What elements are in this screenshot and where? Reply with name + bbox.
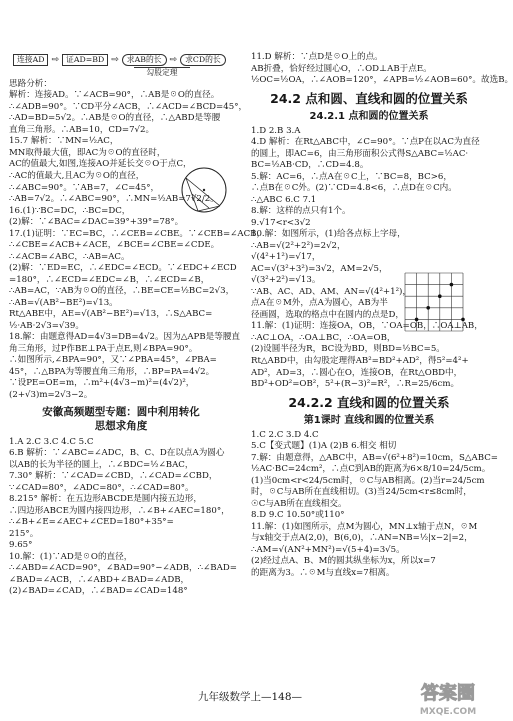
answer-line: 直角三角形。∴AB=10，CD=7√2。 <box>9 124 155 135</box>
answer-line: 17.(1)证明：∵EC=BC，∴∠CEB=∠CBE。∵∠CEB=∠ACB， <box>9 228 266 239</box>
answer-line: (2)解：∵∠BAC=∠DAC=39°+39°=78°。 <box>9 217 184 228</box>
answer-line: AC的值最大,如图,连接AO并延长交☉O于点C， <box>9 159 192 170</box>
answer-line: 5.解：AC=6，∴点A在☉C上，∵BC=8，BC>6， <box>251 171 452 182</box>
answer-line: ∴AC的值最大,且AC为☉O的直径， <box>9 171 145 181</box>
answer-line: 7.解：由题意得，△ABC中，AB=√(6²+8²)=10cm，S△ABC= <box>251 452 498 463</box>
answer-line: ∴AB=√(AB²−BE²)=√13。 <box>9 297 118 308</box>
answer-line: ∴∠ACB=∠ABC，∴AB=AC。 <box>9 251 130 262</box>
answer-line: AC=√(3²+3²)=3√2，AM=2√5， <box>251 263 388 274</box>
answer-line: ∴AB=7√2。∴∠ABC=90°，∴MN=½AB=7√2/2。 <box>9 194 219 205</box>
answer-line: (2+√3)m=2√3−2。 <box>9 389 93 400</box>
answer-line: 1.A 2.C 3.C 4.C 5.C <box>9 436 94 447</box>
answer-line: ∴如图所示,∠BPA=90°，又∵∠PBA=45°，∠PBA= <box>9 355 217 366</box>
answer-line: ∵AB、AC、AD、AM、AN=√(4²+1²)， <box>251 286 411 297</box>
answer-line: ½·AB·2√3=√39。 <box>9 320 84 331</box>
answer-line: ∴∠ABD=∠ACD=90°，∠BAD=90°−∠ADB，∴∠BAD= <box>9 563 237 574</box>
flow-step-3: 求AB的长 <box>122 54 167 66</box>
answer-line: 点A在☉M外，点A为圆心，AB为半 <box>251 298 388 309</box>
section-heading-24-2-2: 24.2.2 直线和圆的位置关系 <box>288 394 450 410</box>
answer-line: ½OC=½OA，∴∠AOB=120°，∠APB=½∠AOB=60°。故选B。 <box>251 75 513 86</box>
answer-line: 8.D 9.C 10.50°或110° <box>251 510 345 521</box>
answer-line: √(4²+1²)=√17， <box>251 252 321 263</box>
answer-line: 的圆上，即AC=6，由三角形面积公式得S△ABC=½AC· <box>251 148 469 159</box>
answer-line: ∴点B在☉C外。(2)∵CD=4.8<6，∴点D在☉C内。 <box>251 183 457 194</box>
topic-title <box>9 405 233 433</box>
answer-line: =180°，∴∠ECD=∠EDC=∠B，∴∠ECD=∠B， <box>9 274 210 285</box>
answer-line: MN取得最大值，即AC为☉O的直径时， <box>9 147 166 158</box>
answer-line: (2)经过点A、B、M的圆其纵坐标为x，所以x=7 <box>251 556 436 567</box>
answer-line: 9.√17<r<3√2 <box>251 217 311 228</box>
flow-step-1: 连接AD <box>13 54 48 66</box>
answer-line: ∴∠B+∠E=∠AEC+∠CED=180°+35°= <box>9 517 174 528</box>
answer-line: 思路分析： <box>9 78 52 89</box>
answer-line: 16.(1)∵BC=DC，∴BC=DC， <box>9 205 131 216</box>
answer-line: 18.解：由题意得AD=4√3=DB=4√2。因为△APB是等腰直 <box>9 332 241 343</box>
answer-line: 8.解：这样的点只有1个。 <box>251 206 351 217</box>
answer-line: 时，☉C与AB所在直线相切。(3)当24/5cm<r≤8cm时， <box>251 487 472 498</box>
answer-line: BC=½AB·CD，∴CD=4.8。 <box>251 160 369 171</box>
answer-line: BD²+OD²=OB²，5²+(R−3)²=R²，∴R=25/6cm。 <box>251 379 460 390</box>
flow-arrow-icon: ⇨ <box>111 55 119 66</box>
answer-line: 11.解：(1)证明：连接OA，OB，∵OA=OB，∴OA⊥AB， <box>251 321 483 332</box>
right-answers-c <box>251 429 498 580</box>
answer-line: 6.B 解析：∵∠ABC=∠ADC，B、C、D在以点A为圆心 <box>9 448 225 459</box>
answer-line: 7.30° 解析：∵∠CAD=∠CBD，∴∠CAD=∠CBD， <box>9 471 218 482</box>
answer-line: 径画圆，选取的格点中在圆内的点是D， <box>251 309 404 320</box>
answer-line: 8.215° 解析：在五边形ABCDE是圆内接五边形， <box>9 494 202 505</box>
answer-line: 11.D 解析：∵点D是☉O上的点。 <box>251 52 383 62</box>
left-answers-b <box>9 436 237 598</box>
answer-line: 1.D 2.B 3.A <box>251 125 301 136</box>
answer-line: ∴AD=BD=5√2。∴AB是☉O的直径，∴△ABD是等腰 <box>9 113 221 124</box>
answer-line: ∴∠CBE=∠ACB+∠ACE，∠BCE=∠CBE=∠CDE。 <box>9 240 220 251</box>
page-footer: 九年级数学上—148— <box>197 691 303 703</box>
answer-line: 与x轴交于点A(2,0)，B(6,0)，∴AN=NB=½|x−2|=2， <box>251 533 473 544</box>
watermark-text: 答案圈 <box>421 683 475 704</box>
flow-step-2: 证AD=BD <box>62 54 108 66</box>
answer-line: 的距离为3。∴☉M与直线x=7相离。 <box>251 567 395 578</box>
answer-line: 11.解：(1)如图所示，点M为圆心，MN⊥x轴于点N，☉M <box>251 521 478 532</box>
grid-figure <box>403 271 465 333</box>
flow-note: 勾股定理 <box>134 67 190 78</box>
thinking-flowchart <box>13 54 233 66</box>
answer-line: 以AB的长为半径的圆上，∴∠BDC=½∠BAC， <box>9 459 194 470</box>
answer-line: (1)当0cm<r<24/5cm时，☉C与AB相离。(2)当r=24/5cm <box>251 475 485 486</box>
answer-line: AB折叠，恰好经过圆心O，∴OD⊥AB于点E。 <box>251 63 432 74</box>
answer-line: ½AC·BC=24cm²，∴点C到AB的距离为6×8/10=24/5cm。 <box>251 464 491 475</box>
answer-line: 4.D 解析：在Rt△ABC中，∠C=90°。∵点P在以AC为直径 <box>251 137 480 148</box>
left-answers-a <box>9 78 266 401</box>
answer-line: 角三角形，过P作BE⊥PA于点E,则∠BPA=90°。 <box>9 343 198 354</box>
answer-line: (2)解：∵ED=EC，∴∠EDC=∠ECD。∵∠EDC+∠ECD <box>9 263 237 274</box>
section-heading-24-2: 24.2 点和圆、直线和圆的位置关系 <box>270 90 468 106</box>
flow-arrow-icon: ⇨ <box>169 55 178 66</box>
right-answers-b <box>251 126 487 391</box>
flow-arrow-icon: ⇨ <box>51 55 60 66</box>
left-column <box>9 52 266 598</box>
answer-line: 10.解：(1)∵AD是☉O的直径， <box>9 551 133 562</box>
topic-title-line-2: 思想求角度 <box>94 420 148 433</box>
lesson-heading-1: 第1课时 直线和圆的位置关系 <box>303 415 435 427</box>
topic-title-line-1: 安徽高频题型专题：圆中利用转化 <box>42 406 200 419</box>
answer-line: 10.解：如图所示，(1)给各点标上字母， <box>251 229 406 240</box>
answer-line: ☉C与AB所在直线相交。 <box>251 498 347 509</box>
answer-line: ∴AC⊥OA，∴OA⊥BC，∴OA=OB， <box>251 332 396 343</box>
answer-line: AD²，AD=3，∴圆心在O，连接OB，在Rt△OBD中， <box>251 367 463 378</box>
watermark-subtext: MXQE.COM <box>419 707 477 717</box>
answer-line: 1.C 2.C 3.D 4.C <box>251 429 319 440</box>
answer-line: ∵∠CAD=80°，∠ADC=80°，∴∠CAD=80°。 <box>9 482 194 493</box>
right-answers-a <box>251 52 513 87</box>
answer-line: 45°，∴△BPA为等腰直角三角形，∴BP=PA=4√2。 <box>9 366 215 377</box>
answer-line: 5.C【变式题】(1)A (2)B 6.相交 相切 <box>251 441 397 452</box>
subsection-heading-24-2-1: 24.2.1 点和圆的位置关系 <box>309 111 429 123</box>
answer-line: 15.7 解析：∵MN=½AC， <box>9 136 119 147</box>
answer-line: ∵设PE=OE=m，∴m²+(4√3−m)²=(4√2)²， <box>9 378 195 389</box>
watermark-logo <box>402 675 494 719</box>
answer-line: 解析：连接AD。∵∠ACB=90°，∴AB是☉O的直径。 <box>9 90 220 101</box>
flow-step-4: 求CD的长 <box>180 54 226 66</box>
answer-line: ∴AB=AC，∵AB为☉O的直径，∴BE=CE=½BC=2√3， <box>9 286 235 297</box>
answer-line: 9.65° <box>9 540 33 551</box>
answer-line: ∴AM=√(AN²+MN²)=√(5+4)=3√5。 <box>251 544 405 555</box>
answer-line: ∠BAD=∠ACB，∴∠ABD+∠BAD=∠ADB， <box>9 574 190 585</box>
answer-line: ∴△ABC 6.C 7.1 <box>251 194 317 205</box>
answer-line: √(3²+2²)=√13。 <box>251 275 321 286</box>
answer-line: Rt△ABE中，AE=√(AB²−BE²)=√13，∴S△ABC= <box>9 309 213 320</box>
answer-line: ∴四边形ABCE为圆内接四边形，∴∠B+∠AEC=180°， <box>9 505 230 516</box>
answer-line: (2)∠BAD=∠CAD，∴∠BAD=∠CAD=148° <box>9 586 188 597</box>
answer-line: Rt△ABD中，由勾股定理得AB²=BD²+AD²，得5²=4²+ <box>251 356 469 366</box>
answer-line: ∴∠ADB=90°。∵CD平分∠ACB，∴∠ACD=∠BCD=45°， <box>9 101 248 112</box>
answer-line: 215°。 <box>9 528 39 539</box>
answer-line: ∴∠ABC=90°。∵AB=7，∠C=45°， <box>9 182 160 193</box>
answer-line: (2)设圆半径为R，BC设为BD，则BD=½BC=5。 <box>251 344 445 355</box>
answer-line: ∴AB=√(2²+2²)=2√2， <box>251 240 346 251</box>
circle-figure <box>178 160 230 220</box>
